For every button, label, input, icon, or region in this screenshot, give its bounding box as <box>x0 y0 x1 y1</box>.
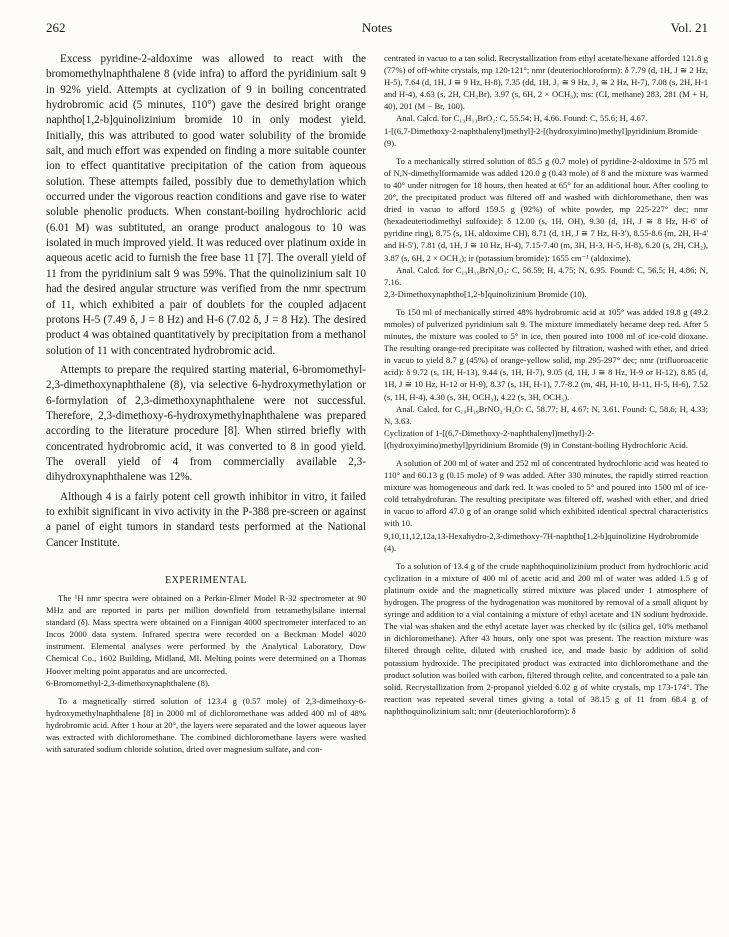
journal-section: Notes <box>361 20 393 35</box>
compound-8-title: 6-Bromomethyl-2,3-dimethoxynaphthalene (8). <box>46 677 210 688</box>
compound-10-procedure: To 150 ml of mechanically stirred 48% hydrobromic acid at 105° was added 19.8 g (49.2 mmoles) of pulverized pyridinium salt 9. The mixture immediately became deep red. After 5 minutes, the mixture was cooled to 5° in ice, then poured into 1000 ml of ice-cold dioxane. The resulting orange-red precipitate was collected by filtration, washed with ether, and dried in vacuo to yield 8.7 g (45%) of orange-yellow solid, mp 295-297° dec; nmr (trifluoroacetic acid): δ 9.72 (s, 1H, H-13), 9.44 (s, 1H, H-7), 9.05 (d, 1H, J ≅ 8 Hz, H-9 or H-12), 8.85 (d, 1H, J ≅ 10 Hz, H-12 or H-9), 8.37 (s, 1H, H-1), 7.7-8.2 (m, 4H, H-10, H-11, H-5, H-6), 7.52 (s, 1H, H-4), 4.30 (s, 3H, OCH₃), 4.22 (s, 3H, OCH₃). <box>384 306 708 402</box>
compound-8-continuation: centrated in vacuo to a tan solid. Recrystallization from ethyl acetate/hexane afforded 121.8 g (77%) of off-white crystals, mp 120-121°; nmr (deuteriochloroform): δ 7.79 (d, 1H, J ≅ 2 Hz, H-5), 7.64 (d, 1H, J ≅ 9 Hz, H-8), 7.35 (dd, 1H, J₁ ≅ 9 Hz, J₂ ≅ 2 Hz, H-7), 7.08 (s, 2H, H-1 and H-4), 4.63 (s, 2H, CH₂Br), 3.97 (s, 6H, 2 × OCH₃); ms: (CI, methane) 283, 281 (M + H, 40), 201 (M − Br, 100). <box>384 53 708 112</box>
compound-8-procedure: To a magnetically stirred solution of 123.4 g (0.57 mole) of 2,3-dimethoxy-6-hydroxymethylnaphthalene [8] in 2000 ml of dichloromethane was added 400 ml of 48% hydrobromic acid. After 1 hour at 20°, the layers were separated and the lower aqueous layer was extracted with dichloromethane. The combined dichloromethane layers were washed with saturated sodium chloride solution, dried over magnesium sulfate, and con- <box>46 695 366 755</box>
compound-9-title: 1-[(6,7-Dimethoxy-2-naphthalenyl)methyl]-2-[(hydroxyimino)methyl]pyridinium Bromide (9). <box>384 125 698 148</box>
experimental-paragraph: The ¹H nmr spectra were obtained on a Perkin-Elmer Model R-32 spectrometer at 90 MHz and are reported in parts per million downfield from tetramethylsilane internal standard (δ). Mass spectra were obtained on a Finnigan 4000 spectrometer interfaced to an Incos 2000 data system. Infrared spectra were recorded on a Beckman Model 4020 instrument. Elemental analyses were performed by the Analytical Laboratory, Dow Chemical Co., 1602 Building, Midland, MI. Melting points were determined on a Thomas Hoover melting point apparatus and are uncorrected. <box>46 593 366 676</box>
analysis-10: Anal. Calcd. for C₁₉H₁₆BrNO₂·H₂O: C, 58.77; H, 4.67; N, 3.61. Found: C, 58.6; H, 4.33; N, 3.63. <box>384 403 708 426</box>
page-number: 262 <box>46 20 66 35</box>
cyclization-procedure: A solution of 200 ml of water and 252 ml of concentrated hydrochloric acid was heated to 110° and 60.13 g (0.15 mole) of 9 was added. After 330 minutes, the rapidly stirred reaction mixture was homogeneous and dark red. It was cooled to 5° and poured into 1500 ml of ice-cold tetrahydrofuran. The resulting precipitate was filtered off, washed with ether, and dried in vacuo to afford 47.0 g of an orange solid which exhibited identical spectral characteristics with 10. <box>384 458 708 529</box>
compound-4-procedure: To a solution of 13.4 g of the crude naphthoquinolizinium product from hydrochloric acid cyclization in a mixture of 400 ml of acetic acid and 200 ml of water was added 1.5 g of platinum oxide and the magnetically stirred mixture was placed under 1 atmosphere of hydrogen. The progress of the hydrogenation was monitored by removal of a small aliquot by syringe and addition to a vial containing a mixture of ethyl acetate and 1N sodium hydroxide. The vial was shaken and the ethyl acetate layer was checked by tlc (silica gel, 10% methanol in dichloromethane). After 43 hours, only one spot was present. The reaction mixture was filtered through celite, diluted with crushed ice, and made basic by addition of solid potassium hydroxide. The precipitated product was extracted into dichloromethane and the product solution was boiled with carbon, filtered through celite, and concentrated to a pale tan solid. Recrystallization from 2-propanol yielded 6.02 g of white crystals, mp 173-174°. The reaction was repeated several times giving a total of 38.15 g of 11 from 68.4 g of naphthoquinolizinium salt; nmr (deuteriochloroform): δ <box>384 560 708 716</box>
body-paragraph: Excess pyridine-2-aldoxime was allowed to react with the bromomethylnaphthalene 8 (vide infra) to afford the pyridinium salt 9 in 92% yield. Attempts at cyclization of 9 in boiling concentrated hydrobromic acid (5 minutes, 110°) gave the desired bright orange naphtho[1,2-b]quinolizinium bromide 10 in only modest yield. Initially, this was attributed to good water solubility of the bromide salt, and much effort was expended on finding a more suitable counter ion to effect quantitative precipitation of the cation from aqueous solution. These attempts failed, possibly due to demethylation which occurred under the vigorous reaction conditions and gave rise to water soluble phenolic products. When constant-boiling hydrochloric acid (6.01 M) was subtituted, an orange product analogous to 10 was isolated in much improved yield. It was reduced over platinum oxide in aqueous acetic acid to furnish the free base 11 [7]. The overall yield of 11 from the pyridinium salt 9 was 59%. That the quinolizinium salt 10 had the desired angular structure was verified from the nmr spectrum of 11, which exhibited a pair of doublets for the coupled adjacent protons H-5 (7.49 δ, J = 8 Hz) and H-6 (7.02 δ, J = 8 Hz). The desired product 4 was obtained quantitatively by precipitation from a methanol solution of 11 with concentrated hydrobromic acid. <box>46 53 367 357</box>
compound-9-procedure: To a mechanically stirred solution of 85.5 g (0.7 mole) of pyridine-2-aldoxime in 575 ml of N,N-dimethylformamide was added 120.0 g (0.43 mole) of 8 and the mixture was warmed to 40° under nitrogen for 18 hours, then heated at 65° for an additional hour. After cooling to 20°, the precipitated product was filtered off and washed with dichloromethane, then was dried in vacuo to afford 159.5 g (92%) of white powder, mp 225-227° dec; nmr (hexadeuteriodimethyl sulfoxide): δ 12.00 (s, 1H, OH), 9.30 (d, 1H, J ≅ 8 Hz, H-6' of pyridine ring), 8.75 (s, 1H, aldoxime CH), 8.71 (d, 1H, J ≅ 7 Hz, H-3'), 8.55-8.6 (m, 2H, H-4' and H-5'), 7.81 (d, 1H, J ≅ 10 Hz, H-4), 7.15-7.40 (m, 3H, H-3, H-5, H-8), 6.20 (s, 2H, CH₂), 3.87 (s, 6H, 2 × OCH₃); ir (potassium bromide): 1655 cm⁻¹ (aldoxime). <box>384 155 708 263</box>
body-paragraph: Although 4 is a fairly potent cell growth inhibitor in vitro, it failed to exhibit significant in vivo activity in the P-388 pre-screen or against a panel of eight tumors in standard tests performed at the National Cancer Institute. <box>46 490 366 549</box>
compound-10-title: 2,3-Dimethoxynaphtho[1,2-b]quinolizinium Bromide (10). <box>384 288 587 299</box>
analysis-8: Anal. Calcd. for C₁₃H₁₃BrO₂: C, 55.54; H, 4.66. Found: C, 55.6; H, 4.67. <box>396 113 648 124</box>
experimental-heading: EXPERIMENTAL <box>165 575 247 586</box>
right-column <box>384 52 708 717</box>
analysis-9: Anal. Calcd. for C₁₉H₁₉BrN₂O₃: C, 56.59; H, 4.75; N, 6.95. Found: C, 56.5; H, 4.86; N, 7.16. <box>384 264 708 287</box>
body-paragraph: Attempts to prepare the required starting material, 6-bromomethyl-2,3-dimethoxynaphthalene (8), via selective 6-hydroxymethylation or 6-formylation of 2,3-dimethoxynaphthalene were not successful. Therefore, 2,3-dimethoxy-6-hydroxymethylnaphthalene was prepared according to the literature procedure [8]. When stirred briefly with concentrated hydrobromic acid, it was converted to 8 in good yield. The overall yield of 4 from commercially available 2,3-dihydroxynaphthalene was 12%. <box>46 363 366 484</box>
volume-label: Vol. 21 <box>670 20 708 35</box>
page-header <box>46 20 708 36</box>
compound-4-title: 9,10,11,12,12a,13-Hexahydro-2,3-dimethoxy-7H-naphtho[1,2-b]quinolizine Hydrobromide (4). <box>384 530 699 553</box>
cyclization-title: Cyclization of 1-[(6,7-Dimethoxy-2-naphthalenyl)methyl]-2-[(hydroxyimino)methyl]pyridinium Bromide (9) in Constant-boiling Hydrochloric Acid. <box>384 427 688 450</box>
left-column <box>46 52 366 755</box>
